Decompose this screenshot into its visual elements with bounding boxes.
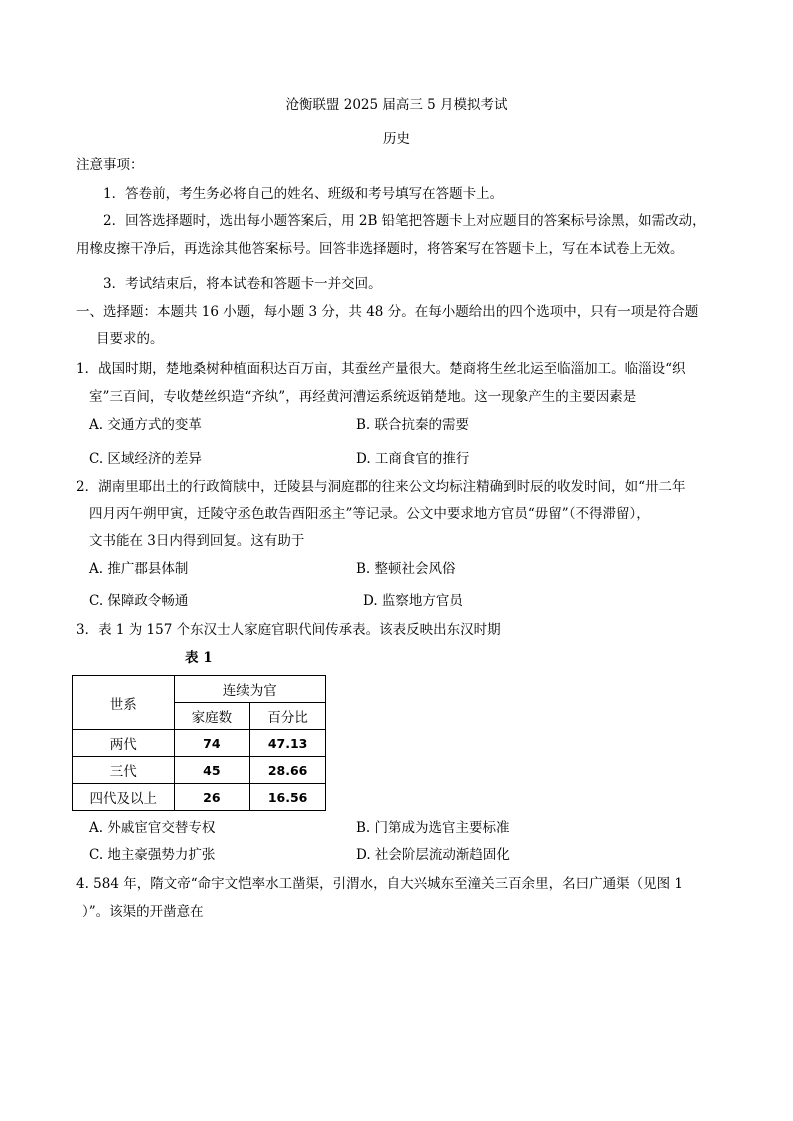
question-3-option-c: C. 地主豪强势力扩张 bbox=[89, 847, 216, 863]
table-header-group: 连续为官 bbox=[174, 676, 326, 703]
table-header-families: 家庭数 bbox=[174, 703, 250, 730]
question-2-option-c: C. 保障政令畅通 bbox=[89, 593, 189, 609]
table-header-percent: 百分比 bbox=[250, 703, 326, 730]
question-2-line1: 2．湖南里耶出土的行政简牍中，迁陵县与洞庭郡的往来公文均标注精确到时辰的收发时间，如“卅二年 bbox=[76, 479, 686, 495]
question-1-option-b: B. 联合抗秦的需要 bbox=[356, 417, 470, 433]
table-row bbox=[73, 757, 326, 784]
table-cell-generation: 四代及以上 bbox=[73, 784, 175, 811]
notice-item-2-line1: 2．回答选择题时，选出每小题答案后，用 2B 铅笔把答题卡上对应题目的答案标号涂黑，如需改动， bbox=[103, 213, 706, 229]
table-1 bbox=[72, 675, 326, 811]
exam-title: 沧衡联盟 2025 届高三 5 月模拟考试 bbox=[285, 97, 508, 113]
question-3-option-b: B. 门第成为选官主要标准 bbox=[356, 820, 510, 836]
question-1-option-a: A. 交通方式的变革 bbox=[89, 417, 202, 433]
question-1-option-c: C. 区域经济的差异 bbox=[89, 451, 202, 467]
section-heading-line2: 目要求的。 bbox=[96, 331, 164, 347]
question-2-option-a: A. 推广郡县体制 bbox=[89, 561, 189, 577]
notice-item-2-line2: 用橡皮擦干净后，再选涂其他答案标号。回答非选择题时，将答案写在答题卡上，写在本试卷上无效。 bbox=[76, 241, 684, 257]
question-1-option-d: D. 工商食官的推行 bbox=[356, 451, 470, 467]
table-cell-families: 26 bbox=[174, 784, 250, 811]
question-1-line2: 室”三百间，专收楚丝织造“齐纨”，再经黄河漕运系统返销楚地。这一现象产生的主要因素是 bbox=[89, 389, 637, 405]
question-3-line1: 3．表 1 为 157 个东汉士人家庭官职代间传承表。该表反映出东汉时期 bbox=[76, 622, 501, 638]
question-2-line3: 文书能在 3日内得到回复。这有助于 bbox=[89, 533, 305, 549]
question-4-line1: 4. 584 年，隋文帝“命宇文恺率水工凿渠，引渭水，自大兴城东至潼关三百余里，名曰广通渠（见图 1 bbox=[76, 876, 684, 892]
table-row bbox=[73, 784, 326, 811]
table-header-row bbox=[73, 676, 326, 703]
notice-item-1: 1．答卷前，考生务必将自己的姓名、班级和考号填写在答题卡上。 bbox=[103, 186, 504, 202]
question-2-option-d: D. 监察地方官员 bbox=[363, 593, 463, 609]
table-cell-percent: 47.13 bbox=[250, 730, 326, 757]
table-cell-families: 45 bbox=[174, 757, 250, 784]
table-caption: 表 1 bbox=[185, 650, 213, 666]
exam-subject: 历史 bbox=[383, 131, 410, 147]
table-cell-generation: 三代 bbox=[73, 757, 175, 784]
notice-heading: 注意事项： bbox=[76, 157, 144, 173]
table-header-generation: 世系 bbox=[73, 676, 175, 730]
table-cell-percent: 16.56 bbox=[250, 784, 326, 811]
question-3-option-a: A. 外戚宦官交替专权 bbox=[89, 820, 216, 836]
notice-item-3: 3．考试结束后，将本试卷和答题卡一并交回。 bbox=[103, 276, 382, 292]
question-2-line2: 四月丙午朔甲寅，迁陵守丞色敢告酉阳丞主”等记录。公文中要求地方官员“毋留”（不得滞留）， bbox=[89, 506, 650, 522]
question-3-option-d: D. 社会阶层流动渐趋固化 bbox=[356, 847, 510, 863]
section-heading-line1: 一、选择题：本题共 16 小题，每小题 3 分，共 48 分。在每小题给出的四个选项中，只有一项是符合题 bbox=[76, 304, 699, 320]
question-4-line2: ）”。该渠的开凿意在 bbox=[82, 904, 204, 920]
table-row bbox=[73, 730, 326, 757]
table-cell-generation: 两代 bbox=[73, 730, 175, 757]
table-cell-percent: 28.66 bbox=[250, 757, 326, 784]
question-1-line1: 1．战国时期，楚地桑树种植面积达百万亩，其蚕丝产量很大。楚商将生丝北运至临淄加工。临淄设“织 bbox=[76, 361, 686, 377]
table-cell-families: 74 bbox=[174, 730, 250, 757]
question-2-option-b: B. 整顿社会风俗 bbox=[356, 561, 456, 577]
